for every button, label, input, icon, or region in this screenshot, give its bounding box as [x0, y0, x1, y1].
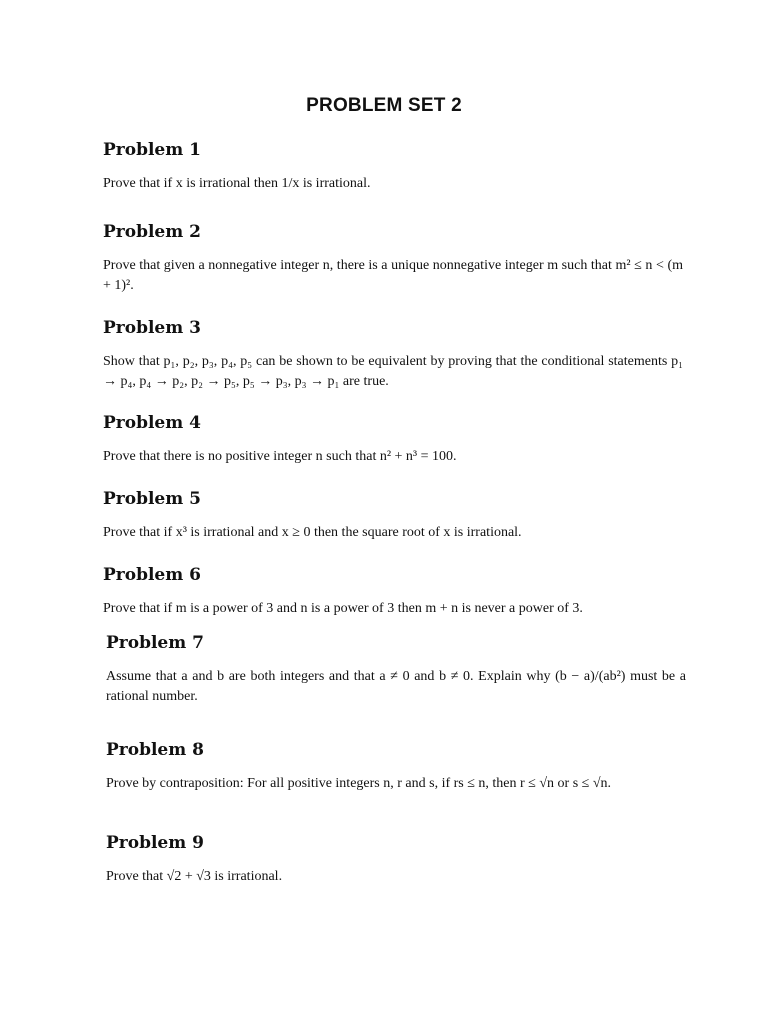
problem-heading: Problem 9 — [106, 833, 204, 853]
problem-8 — [106, 740, 686, 794]
problem-2 — [103, 222, 683, 296]
problem-statement: Prove that if m is a power of 3 and n is a power of 3 then m + n is never a power of 3. — [103, 601, 583, 616]
problem-heading: Problem 6 — [103, 565, 201, 585]
problem-heading: Problem 4 — [103, 413, 201, 433]
problem-statement: Prove by contraposition: For all positive integers n, r and s, if rs ≤ n, then r ≤ √n or s ≤ √n. — [106, 776, 612, 791]
problem-5 — [103, 489, 683, 543]
problem-statement: Prove that √2 + √3 is irrational. — [106, 869, 283, 884]
problem-heading: Problem 5 — [103, 489, 201, 509]
problem-statement: Assume that a and b are both integers and that a ≠ 0 and b ≠ 0. Explain why (b − a)/(ab²) must be a rational number. — [106, 669, 686, 704]
problem-9 — [106, 833, 686, 887]
problem-statement: Prove that given a nonnegative integer n, there is a unique nonnegative integer m such that m² ≤ n < (m + 1)². — [103, 258, 683, 293]
problem-heading: Problem 8 — [106, 740, 204, 760]
problem-7 — [106, 633, 686, 707]
problem-heading: Problem 1 — [103, 140, 201, 160]
problem-1 — [103, 140, 683, 194]
problem-statement: Prove that if x is irrational then 1/x is irrational. — [103, 176, 371, 191]
problem-3 — [103, 318, 683, 392]
problem-statement: Prove that if x³ is irrational and x ≥ 0 then the square root of x is irrational. — [103, 525, 522, 540]
problem-statement: Show that p₁, p₂, p₃, p₄, p₅ can be shown to be equivalent by proving that the conditional statements p₁ → p₄, p₄ → p₂, p₂ → p₅, p₅ → p₃, p₃ → p₁ are true. — [103, 354, 683, 389]
problem-4 — [103, 413, 683, 467]
page-title: PROBLEM SET 2 — [306, 95, 462, 116]
problem-6 — [103, 565, 683, 619]
problem-heading: Problem 2 — [103, 222, 201, 242]
problem-heading: Problem 3 — [103, 318, 201, 338]
problem-heading: Problem 7 — [106, 633, 204, 653]
problem-statement: Prove that there is no positive integer n such that n² + n³ = 100. — [103, 449, 457, 464]
